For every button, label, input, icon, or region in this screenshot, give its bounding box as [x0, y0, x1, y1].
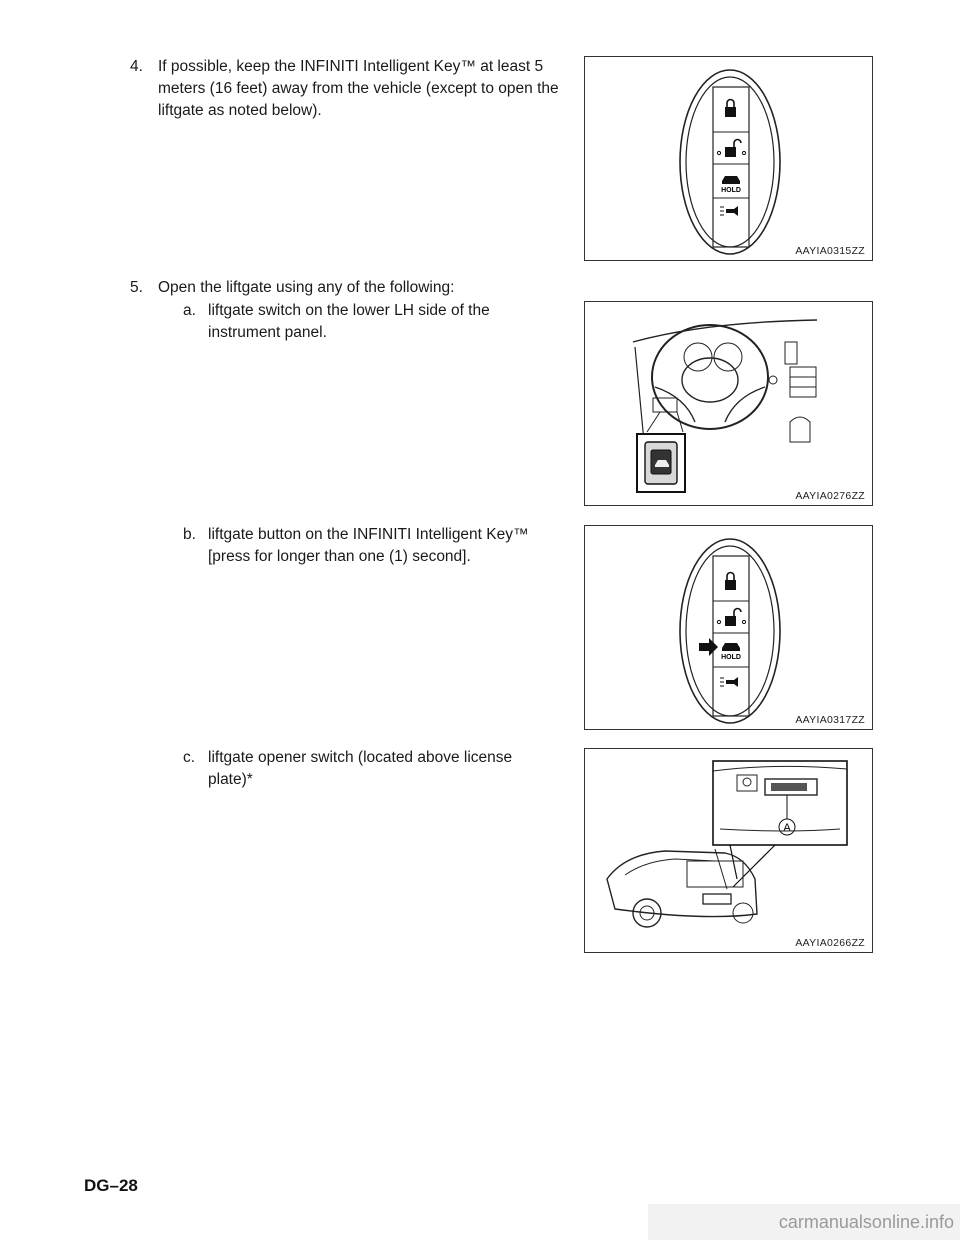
figure-instrument-panel: [584, 301, 873, 506]
key-fob-illustration: [585, 57, 873, 261]
figure-key-fob: [584, 56, 873, 261]
key-fob-liftgate-illustration: [585, 526, 873, 730]
page-number: DG–28: [84, 1176, 138, 1195]
instrument-panel-illustration: [585, 302, 873, 506]
svg-text:A: A: [783, 822, 791, 834]
substep-text: liftgate switch on the lower LH side of the instrument panel.: [208, 302, 490, 341]
step-number: 4.: [130, 58, 143, 75]
substep-letter: a.: [183, 302, 196, 319]
step-text: Open the liftgate using any of the following:: [158, 279, 455, 296]
figure-code: AAYIA0315ZZ: [795, 245, 865, 257]
svg-text:HOLD: HOLD: [721, 187, 741, 194]
substep-text: liftgate opener switch (located above license plate)*: [208, 749, 513, 788]
svg-text:HOLD: HOLD: [721, 654, 741, 661]
vehicle-rear-illustration: [585, 749, 873, 953]
watermark: carmanualsonline.info: [648, 1204, 960, 1240]
substep-letter: b.: [183, 526, 196, 543]
figure-code: AAYIA0317ZZ: [795, 714, 865, 726]
figure-liftgate-opener: [584, 748, 873, 953]
substep-letter: c.: [183, 749, 196, 766]
figure-key-fob-liftgate: [584, 525, 873, 730]
figure-code: AAYIA0266ZZ: [795, 937, 865, 949]
step-number: 5.: [130, 279, 143, 296]
substep-text: liftgate button on the INFINITI Intelligent Key™ [press for longer than one (1) second].: [208, 526, 529, 565]
figure-code: AAYIA0276ZZ: [795, 490, 865, 502]
step-text: If possible, keep the INFINITI Intelligent Key™ at least 5 meters (16 feet) away from the vehicle (except to open the liftgate as noted below).: [158, 58, 559, 119]
